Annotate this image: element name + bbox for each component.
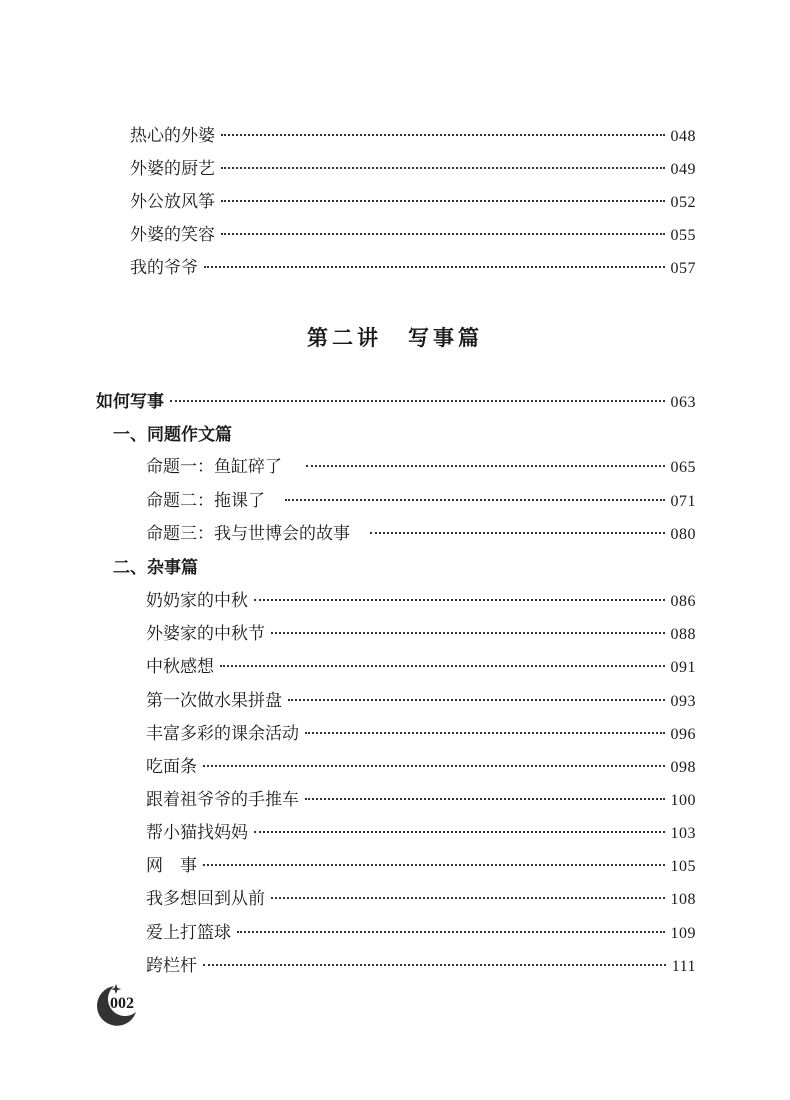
- dot-leader: [370, 532, 665, 534]
- dot-leader: [271, 897, 665, 899]
- dot-leader: [254, 599, 665, 601]
- toc-entry-title: 我多想回到从前: [146, 889, 265, 909]
- toc-entry-title: 外婆的笑容: [130, 225, 215, 245]
- toc-entry[interactable]: [146, 822, 696, 845]
- toc-entry[interactable]: [146, 523, 696, 546]
- dot-leader: [285, 499, 665, 501]
- toc-entry-page: 091: [670, 659, 696, 676]
- toc-entry[interactable]: [130, 224, 696, 247]
- dot-leader: [254, 831, 665, 833]
- toc-entry-page: 103: [670, 825, 696, 842]
- chapter-title: [0, 322, 790, 352]
- dot-leader: [203, 964, 666, 966]
- toc-entry-title: 丰富多彩的课余活动: [146, 724, 299, 744]
- toc-entry-page: 071: [670, 493, 696, 510]
- toc-entry[interactable]: [146, 855, 696, 878]
- dot-leader: [306, 465, 665, 467]
- toc-entry-page: 048: [670, 128, 696, 145]
- dot-leader: [237, 931, 665, 933]
- toc-entry-page: 108: [670, 891, 696, 908]
- toc-entry-page: 065: [670, 459, 696, 476]
- toc-entry-title: 外婆的厨艺: [130, 159, 215, 179]
- toc-entry-title: 热心的外婆: [130, 126, 215, 146]
- dot-leader: [271, 632, 665, 634]
- toc-entry[interactable]: [146, 690, 696, 713]
- section-heading: 一、同题作文篇: [113, 425, 232, 445]
- dot-leader: [221, 200, 665, 202]
- section-heading: 二、杂事篇: [113, 558, 198, 578]
- toc-entry[interactable]: [146, 922, 696, 945]
- toc-entry-page: 088: [670, 626, 696, 643]
- toc-entry-title: 帮小猫找妈妈: [146, 823, 248, 843]
- dot-leader: [288, 699, 665, 701]
- dot-leader: [203, 864, 665, 866]
- toc-entry-main[interactable]: [96, 391, 696, 414]
- toc-entry-title: 如何写事: [96, 392, 164, 412]
- page-number-badge: [92, 982, 140, 1030]
- toc-entry-page: 100: [670, 792, 696, 809]
- toc-entry-title: 外婆家的中秋节: [146, 624, 265, 644]
- toc-entry-title: 外公放风筝: [130, 192, 215, 212]
- toc-entry[interactable]: [146, 456, 696, 479]
- toc-entry-page: 098: [670, 759, 696, 776]
- toc-entry[interactable]: [130, 125, 696, 148]
- toc-entry-page: 111: [671, 958, 696, 975]
- dot-leader: [203, 765, 665, 767]
- toc-entry-title: 跟着祖爷爷的手推车: [146, 790, 299, 810]
- toc-entry-title: 我的爷爷: [130, 258, 198, 278]
- toc-entry-page: 109: [670, 925, 696, 942]
- toc-entry-title: 爱上打篮球: [146, 923, 231, 943]
- chapter-number: 第二讲: [307, 325, 382, 350]
- toc-entry-page: 049: [670, 161, 696, 178]
- toc-entry[interactable]: [146, 888, 696, 911]
- dot-leader: [170, 400, 665, 402]
- toc-entry-title: 命题二：拖课了: [146, 491, 265, 511]
- toc-entry[interactable]: [146, 789, 696, 812]
- toc-entry-page: 093: [670, 693, 696, 710]
- toc-entry[interactable]: [146, 756, 696, 779]
- toc-entry-page: 086: [670, 593, 696, 610]
- toc-entry[interactable]: [146, 623, 696, 646]
- toc-entry[interactable]: [146, 490, 696, 513]
- toc-entry-page: 105: [670, 858, 696, 875]
- toc-entry-page: 096: [670, 726, 696, 743]
- toc-entry-page: 063: [670, 394, 696, 411]
- toc-entry-title: 跨栏杆: [146, 956, 197, 976]
- toc-entry-title: 网 事: [146, 856, 197, 876]
- toc-entry[interactable]: [130, 191, 696, 214]
- dot-leader: [221, 134, 665, 136]
- toc-entry-title: 中秋感想: [146, 657, 214, 677]
- dot-leader: [305, 798, 665, 800]
- dot-leader: [305, 732, 665, 734]
- toc-entry[interactable]: [146, 656, 696, 679]
- toc-entry-page: 080: [670, 526, 696, 543]
- dot-leader: [221, 167, 665, 169]
- toc-entry[interactable]: [130, 158, 696, 181]
- toc-entry[interactable]: [146, 723, 696, 746]
- toc-entry-page: 055: [670, 227, 696, 244]
- dot-leader: [220, 665, 665, 667]
- dot-leader: [204, 266, 665, 268]
- dot-leader: [221, 233, 665, 235]
- toc-entry[interactable]: [146, 955, 696, 978]
- page-number: 002: [110, 995, 134, 1012]
- toc-entry[interactable]: [146, 590, 696, 613]
- toc-entry-title: 命题一：鱼缸碎了: [146, 457, 282, 477]
- chapter-name: 写事篇: [408, 325, 483, 350]
- toc-entry-title: 吃面条: [146, 757, 197, 777]
- toc-entry-title: 命题三：我与世博会的故事: [146, 524, 350, 544]
- toc-entry-title: 第一次做水果拼盘: [146, 691, 282, 711]
- toc-entry-page: 052: [670, 194, 696, 211]
- toc-entry[interactable]: [130, 257, 696, 280]
- toc-entry-title: 奶奶家的中秋: [146, 591, 248, 611]
- toc-entry-page: 057: [670, 260, 696, 277]
